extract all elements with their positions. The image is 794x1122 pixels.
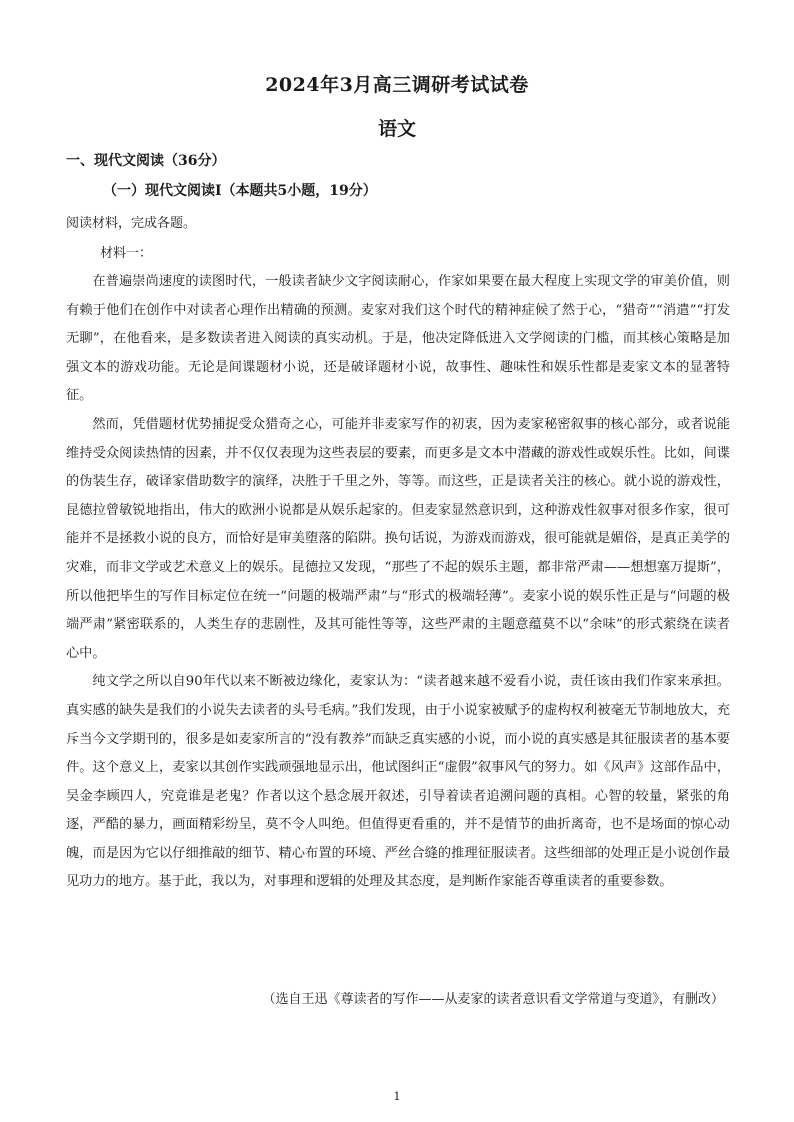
- page-title: 2024年3月高三调研考试试卷: [265, 74, 529, 96]
- subject-title: 语文: [377, 118, 416, 140]
- article-body: [66, 268, 730, 897]
- sub-heading: （一）现代文阅读Ⅰ（本题共5小题，19分）: [103, 183, 377, 199]
- source-citation: （选自王迅《尊读者的写作——从麦家的读者意识看文学常道与变道》，有删改）: [262, 992, 724, 1007]
- page-number: 1: [393, 1090, 401, 1103]
- paragraph: 在普遍崇尚速度的读图时代，一般读者缺少文字阅读耐心，作家如果要在最大程度上实现文学的审美价值，则有赖于他们在创作中对读者心理作出精确的预测。麦家对我们这个时代的精神症候了然于心，“猎奇”“消遣”“打发无聊”，在他看来，是多数读者进入阅读的真实动机。于是，他决定降低进入文学阅读的门槛，而其核心策略是加强文本的游戏功能。无论是间谍题材小说，还是破译题材小说，故事性、趣味性和娱乐性都是麦家文本的显著特征。: [66, 274, 730, 404]
- section-heading: 一、现代文阅读（36分）: [66, 153, 226, 169]
- instruction-text: 阅读材料，完成各题。: [66, 216, 197, 231]
- paragraph: 然而，凭借题材优势捕捉受众猎奇之心，可能并非麦家写作的初衷，因为麦家秘密叙事的核心部分，或者说能维持受众阅读热情的因素，并不仅仅表现为这些表层的要素，而更多是文本中潜藏的游戏性或娱乐性。比如，间谍的伪装生存，破译家借助数字的演绎，决胜于千里之外，等等。而这些，正是读者关注的核心。就小说的游戏性，昆德拉曾敏锐地指出，伟大的欧洲小说都是从娱乐起家的。但麦家显然意识到，这种游戏性叙事对很多作家，很可能并不是拯救小说的良方，而恰好是审美堕落的陷阱。换句话说，为游戏而游戏，很可能就是媚俗，是真正美学的灾难，而非文学或艺术意义上的娱乐。昆德拉又发现，“那些了不起的娱乐主题，都非常严肃——想想塞万提斯”，所以他把毕生的写作目标定位在统一“问题的极端严肃”与“形式的极端轻薄”。麦家小说的娱乐性正是与“问题的极端严肃”紧密联系的，人类生存的悲剧性，及其可能性等等，这些严肃的主题意蕴莫不以“余味”的形式萦绕在读者心中。: [66, 416, 730, 661]
- paragraph: 纯文学之所以自90年代以来不断被边缘化，麦家认为：“读者越来越不爱看小说，责任该由我们作家来承担。真实感的缺失是我们的小说失去读者的头号毛病。”我们发现，由于小说家被赋予的虚构权利被毫无节制地放大，充斥当今文学期刊的，很多是如麦家所言的“没有教养”而缺乏真实感的小说，而小说的真实感是其征服读者的基本要件。这个意义上，麦家以其创作实践顽强地显示出，他试图纠正“虚假”叙事风气的努力。如《风声》这部作品中，吴金李顾四人，究竟谁是老鬼？作者以这个悬念展开叙述，引导着读者追溯问题的真相。心智的较量，紧张的角逐，严酷的暴力，画面精彩纷呈，莫不令人叫绝。但值得更看重的，并不是情节的曲折离奇，也不是场面的惊心动魄，而是因为它以仔细推敲的细节、精心布置的环境、严丝合缝的推理征服读者。这些细部的处理正是小说创作最见功力的地方。基于此，我以为，对事理和逻辑的处理及其态度，是判断作家能否尊重读者的重要参数。: [66, 674, 730, 890]
- material-label: 材料一：: [100, 246, 153, 261]
